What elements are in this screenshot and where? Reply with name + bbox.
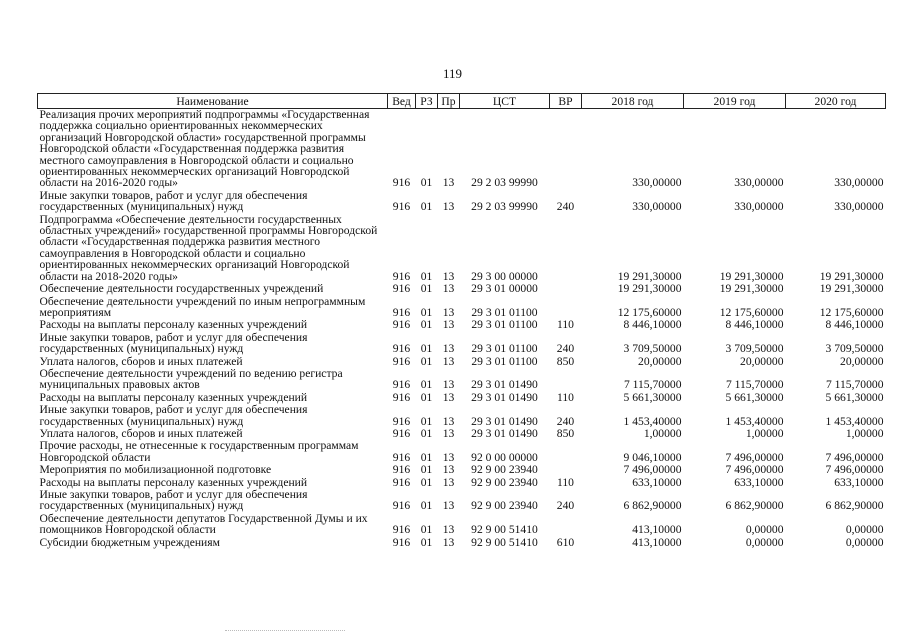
row-2018: 20,00000 (638, 354, 682, 368)
row-2020: 19 291,30000 (819, 282, 884, 296)
row-cst: 92 9 00 23940 (471, 475, 538, 489)
row-2019: 19 291,30000 (719, 282, 784, 296)
header-rz: РЗ (416, 94, 438, 109)
row-pr: 13 (442, 269, 455, 283)
row-rz: 01 (420, 390, 433, 404)
row-2020: 0,00000 (845, 523, 884, 537)
table-row (38, 214, 886, 283)
table-row (38, 296, 886, 320)
row-ved: 916 (392, 463, 411, 477)
row-vr (550, 464, 582, 476)
table-row (38, 109, 886, 190)
row-rz: 01 (420, 523, 433, 537)
row-pr: 13 (442, 463, 455, 477)
row-name: Расходы на выплаты персоналу казенных учреждений (39, 390, 308, 404)
row-2019: 330,00000 (734, 200, 784, 214)
row-ved: 916 (392, 378, 411, 392)
table-row (38, 537, 886, 549)
row-ved: 916 (392, 176, 411, 190)
row-2018: 413,10000 (632, 523, 682, 537)
row-2020: 7 496,00000 (825, 450, 884, 464)
row-rz: 01 (420, 282, 433, 296)
table-row (38, 332, 886, 356)
row-ved: 916 (392, 354, 411, 368)
row-name: Обеспечение деятельности государственных учреждений (39, 282, 324, 296)
row-name: Обеспечение деятельности учреждений по иным непрограммным мероприятиям (39, 294, 366, 319)
header-name: Наименование (38, 94, 388, 109)
row-2018: 5 661,30000 (623, 390, 682, 404)
row-2019: 19 291,30000 (719, 269, 784, 283)
row-pr: 13 (442, 282, 455, 296)
header-2020: 2020 год (786, 94, 886, 109)
row-vr (550, 296, 582, 320)
row-pr: 13 (442, 523, 455, 537)
row-pr: 13 (442, 475, 455, 489)
row-2019: 633,10000 (734, 475, 784, 489)
row-2018: 3 709,50000 (623, 342, 682, 356)
row-ved: 916 (392, 523, 411, 537)
row-2018: 19 291,30000 (617, 269, 682, 283)
row-ved: 916 (392, 318, 411, 332)
row-2020: 0,00000 (845, 535, 884, 549)
row-ved: 916 (392, 426, 411, 440)
table-row (38, 319, 886, 331)
row-cst: 92 9 00 23940 (471, 499, 538, 513)
row-2018: 7 496,00000 (623, 463, 682, 477)
table-row (38, 440, 886, 464)
row-pr: 13 (442, 535, 455, 549)
row-2018: 330,00000 (632, 176, 682, 190)
row-cst: 29 3 01 01490 (471, 390, 538, 404)
row-pr: 13 (442, 426, 455, 440)
row-ved: 916 (392, 390, 411, 404)
row-name: Обеспечение деятельности учреждений по ведению регистра муниципальных правовых актов (39, 366, 343, 392)
row-2020: 20,00000 (840, 354, 884, 368)
table-row (38, 489, 886, 513)
row-pr: 13 (442, 354, 455, 368)
row-vr: 850 (556, 426, 575, 440)
row-rz: 01 (420, 475, 433, 489)
row-pr: 13 (442, 390, 455, 404)
row-vr: 850 (556, 354, 575, 368)
row-pr: 13 (442, 200, 455, 214)
row-vr: 240 (556, 342, 575, 356)
header-2018: 2018 год (582, 94, 684, 109)
header-pr: Пр (438, 94, 460, 109)
row-cst: 92 9 00 51410 (471, 523, 538, 537)
row-2020: 330,00000 (834, 176, 884, 190)
row-vr: 240 (556, 499, 575, 513)
row-2020: 1,00000 (845, 426, 884, 440)
row-rz: 01 (420, 318, 433, 332)
row-pr: 13 (442, 450, 455, 464)
row-name: Подпрограмма «Обеспечение деятельности государственных областных учреждений» государственной программы Новгородской области «Государственная поддержка развития местного самоуправления в Новгородской области и социально ориентированных некоммерческих организаций Новгородской области на 2018-2020 годы» (39, 212, 378, 283)
table-row (38, 404, 886, 428)
header-2019: 2019 год (684, 94, 786, 109)
row-cst: 29 3 01 01100 (471, 354, 538, 368)
row-vr (550, 283, 582, 295)
row-2019: 0,00000 (745, 535, 784, 549)
row-name: Уплата налогов, сборов и иных платежей (39, 426, 243, 440)
row-name: Мероприятия по мобилизационной подготовке (39, 463, 272, 477)
row-rz: 01 (420, 499, 433, 513)
row-2020: 12 175,60000 (819, 305, 884, 319)
row-2020: 633,10000 (834, 475, 884, 489)
row-vr (550, 440, 582, 464)
row-2019: 8 446,10000 (725, 318, 784, 332)
row-rz: 01 (420, 463, 433, 477)
scan-artifact (225, 630, 345, 632)
row-ved: 916 (392, 282, 411, 296)
row-rz: 01 (420, 535, 433, 549)
row-pr: 13 (442, 342, 455, 356)
row-cst: 29 3 01 01490 (471, 426, 538, 440)
row-pr: 13 (442, 176, 455, 190)
row-name: Расходы на выплаты персоналу казенных учреждений (39, 475, 308, 489)
row-rz: 01 (420, 342, 433, 356)
row-pr: 13 (442, 305, 455, 319)
row-2019: 6 862,90000 (725, 499, 784, 513)
row-name: Реализация прочих мероприятий подпрограммы «Государственная поддержка социально ориентированных некоммерческих организаций Новгородской области» государственной программы Новгородской области «Государственная поддержка развития местного самоуправления в Новгородской области и социально ориентированных некоммерческих организаций Новгородской области на 2016-2020 годы» (39, 108, 370, 190)
row-cst: 29 3 01 01490 (471, 414, 538, 428)
row-rz: 01 (420, 354, 433, 368)
row-2019: 330,00000 (734, 176, 784, 190)
row-2019: 7 496,00000 (725, 450, 784, 464)
row-2020: 7 115,70000 (825, 378, 884, 392)
row-rz: 01 (420, 200, 433, 214)
row-rz: 01 (420, 414, 433, 428)
header-vr: ВР (550, 94, 582, 109)
row-cst: 29 2 03 99990 (471, 176, 538, 190)
row-cst: 29 3 01 01100 (471, 305, 538, 319)
row-2020: 1 453,40000 (825, 414, 884, 428)
row-pr: 13 (442, 318, 455, 332)
row-2019: 3 709,50000 (725, 342, 784, 356)
row-cst: 29 3 00 00000 (471, 269, 538, 283)
row-cst: 29 3 01 01100 (471, 318, 538, 332)
row-2020: 330,00000 (834, 200, 884, 214)
row-pr: 13 (442, 499, 455, 513)
row-name: Расходы на выплаты персоналу казенных учреждений (39, 318, 308, 332)
row-cst: 92 9 00 51410 (471, 535, 538, 549)
budget-table (37, 93, 886, 549)
row-2019: 5 661,30000 (725, 390, 784, 404)
row-2018: 633,10000 (632, 475, 682, 489)
row-2019: 1 453,40000 (725, 414, 784, 428)
row-vr: 610 (556, 535, 575, 549)
row-name: Прочие расходы, не отнесенные к государственным программам Новгородской области (39, 439, 359, 464)
row-2019: 12 175,60000 (719, 305, 784, 319)
row-rz: 01 (420, 269, 433, 283)
row-ved: 916 (392, 269, 411, 283)
row-rz: 01 (420, 305, 433, 319)
row-2019: 7 115,70000 (725, 378, 784, 392)
row-ved: 916 (392, 305, 411, 319)
row-2020: 5 661,30000 (825, 390, 884, 404)
row-2019: 20,00000 (740, 354, 784, 368)
row-ved: 916 (392, 535, 411, 549)
table-header-row (38, 94, 886, 109)
row-rz: 01 (420, 450, 433, 464)
table-row (38, 190, 886, 214)
row-name: Иные закупки товаров, работ и услуг для обеспечения государственных (муниципальных) нужд (39, 488, 308, 513)
row-2018: 12 175,60000 (617, 305, 682, 319)
row-rz: 01 (420, 426, 433, 440)
row-2018: 413,10000 (632, 535, 682, 549)
table-row (38, 283, 886, 295)
header-ved: Вед (388, 94, 416, 109)
row-vr (550, 368, 582, 392)
row-vr: 110 (557, 475, 574, 489)
row-rz: 01 (420, 378, 433, 392)
row-pr: 13 (442, 414, 455, 428)
row-ved: 916 (392, 200, 411, 214)
row-ved: 916 (392, 450, 411, 464)
page-number: 119 (442, 66, 463, 81)
row-2018: 1,00000 (643, 426, 682, 440)
row-cst: 29 3 01 01490 (471, 378, 538, 392)
row-rz: 01 (420, 176, 433, 190)
row-vr (550, 109, 582, 190)
row-2020: 19 291,30000 (819, 269, 884, 283)
row-vr (550, 513, 582, 537)
row-cst: 92 9 00 23940 (471, 463, 538, 477)
row-2019: 7 496,00000 (725, 463, 784, 477)
table-row (38, 368, 886, 392)
row-cst: 29 3 01 00000 (471, 282, 538, 296)
row-name: Обеспечение деятельности депутатов Государственной Думы и их помощников Новгородской области (39, 511, 368, 537)
row-vr (550, 214, 582, 283)
row-cst: 92 0 00 00000 (471, 450, 538, 464)
row-name: Иные закупки товаров, работ и услуг для обеспечения государственных (муниципальных) нужд (39, 403, 308, 428)
table-row (38, 464, 886, 476)
row-2018: 330,00000 (632, 200, 682, 214)
row-pr: 13 (442, 378, 455, 392)
row-name: Уплата налогов, сборов и иных платежей (39, 354, 243, 368)
row-vr: 110 (557, 318, 574, 332)
row-vr: 110 (557, 390, 574, 404)
row-2020: 7 496,00000 (825, 463, 884, 477)
row-name: Субсидии бюджетным учреждениям (39, 535, 220, 549)
row-2020: 3 709,50000 (825, 342, 884, 356)
row-2018: 19 291,30000 (617, 282, 682, 296)
row-2019: 0,00000 (745, 523, 784, 537)
row-2018: 6 862,90000 (623, 499, 682, 513)
row-2020: 6 862,90000 (825, 499, 884, 513)
row-vr: 240 (556, 414, 575, 428)
row-ved: 916 (392, 475, 411, 489)
row-ved: 916 (392, 499, 411, 513)
row-name: Иные закупки товаров, работ и услуг для обеспечения государственных (муниципальных) нужд (39, 330, 308, 356)
row-cst: 29 3 01 01100 (471, 342, 538, 356)
row-name: Иные закупки товаров, работ и услуг для обеспечения государственных (муниципальных) нужд (39, 188, 308, 214)
row-ved: 916 (392, 342, 411, 356)
row-ved: 916 (392, 414, 411, 428)
row-vr: 240 (556, 200, 575, 214)
row-2020: 8 446,10000 (825, 318, 884, 332)
row-2018: 7 115,70000 (623, 378, 682, 392)
row-2018: 8 446,10000 (623, 318, 682, 332)
header-cst: ЦСТ (460, 94, 550, 109)
row-cst: 29 2 03 99990 (471, 200, 538, 214)
row-2019: 1,00000 (745, 426, 784, 440)
row-2018: 9 046,10000 (623, 450, 682, 464)
table-row (38, 513, 886, 537)
row-2018: 1 453,40000 (623, 414, 682, 428)
table-body (38, 109, 886, 550)
